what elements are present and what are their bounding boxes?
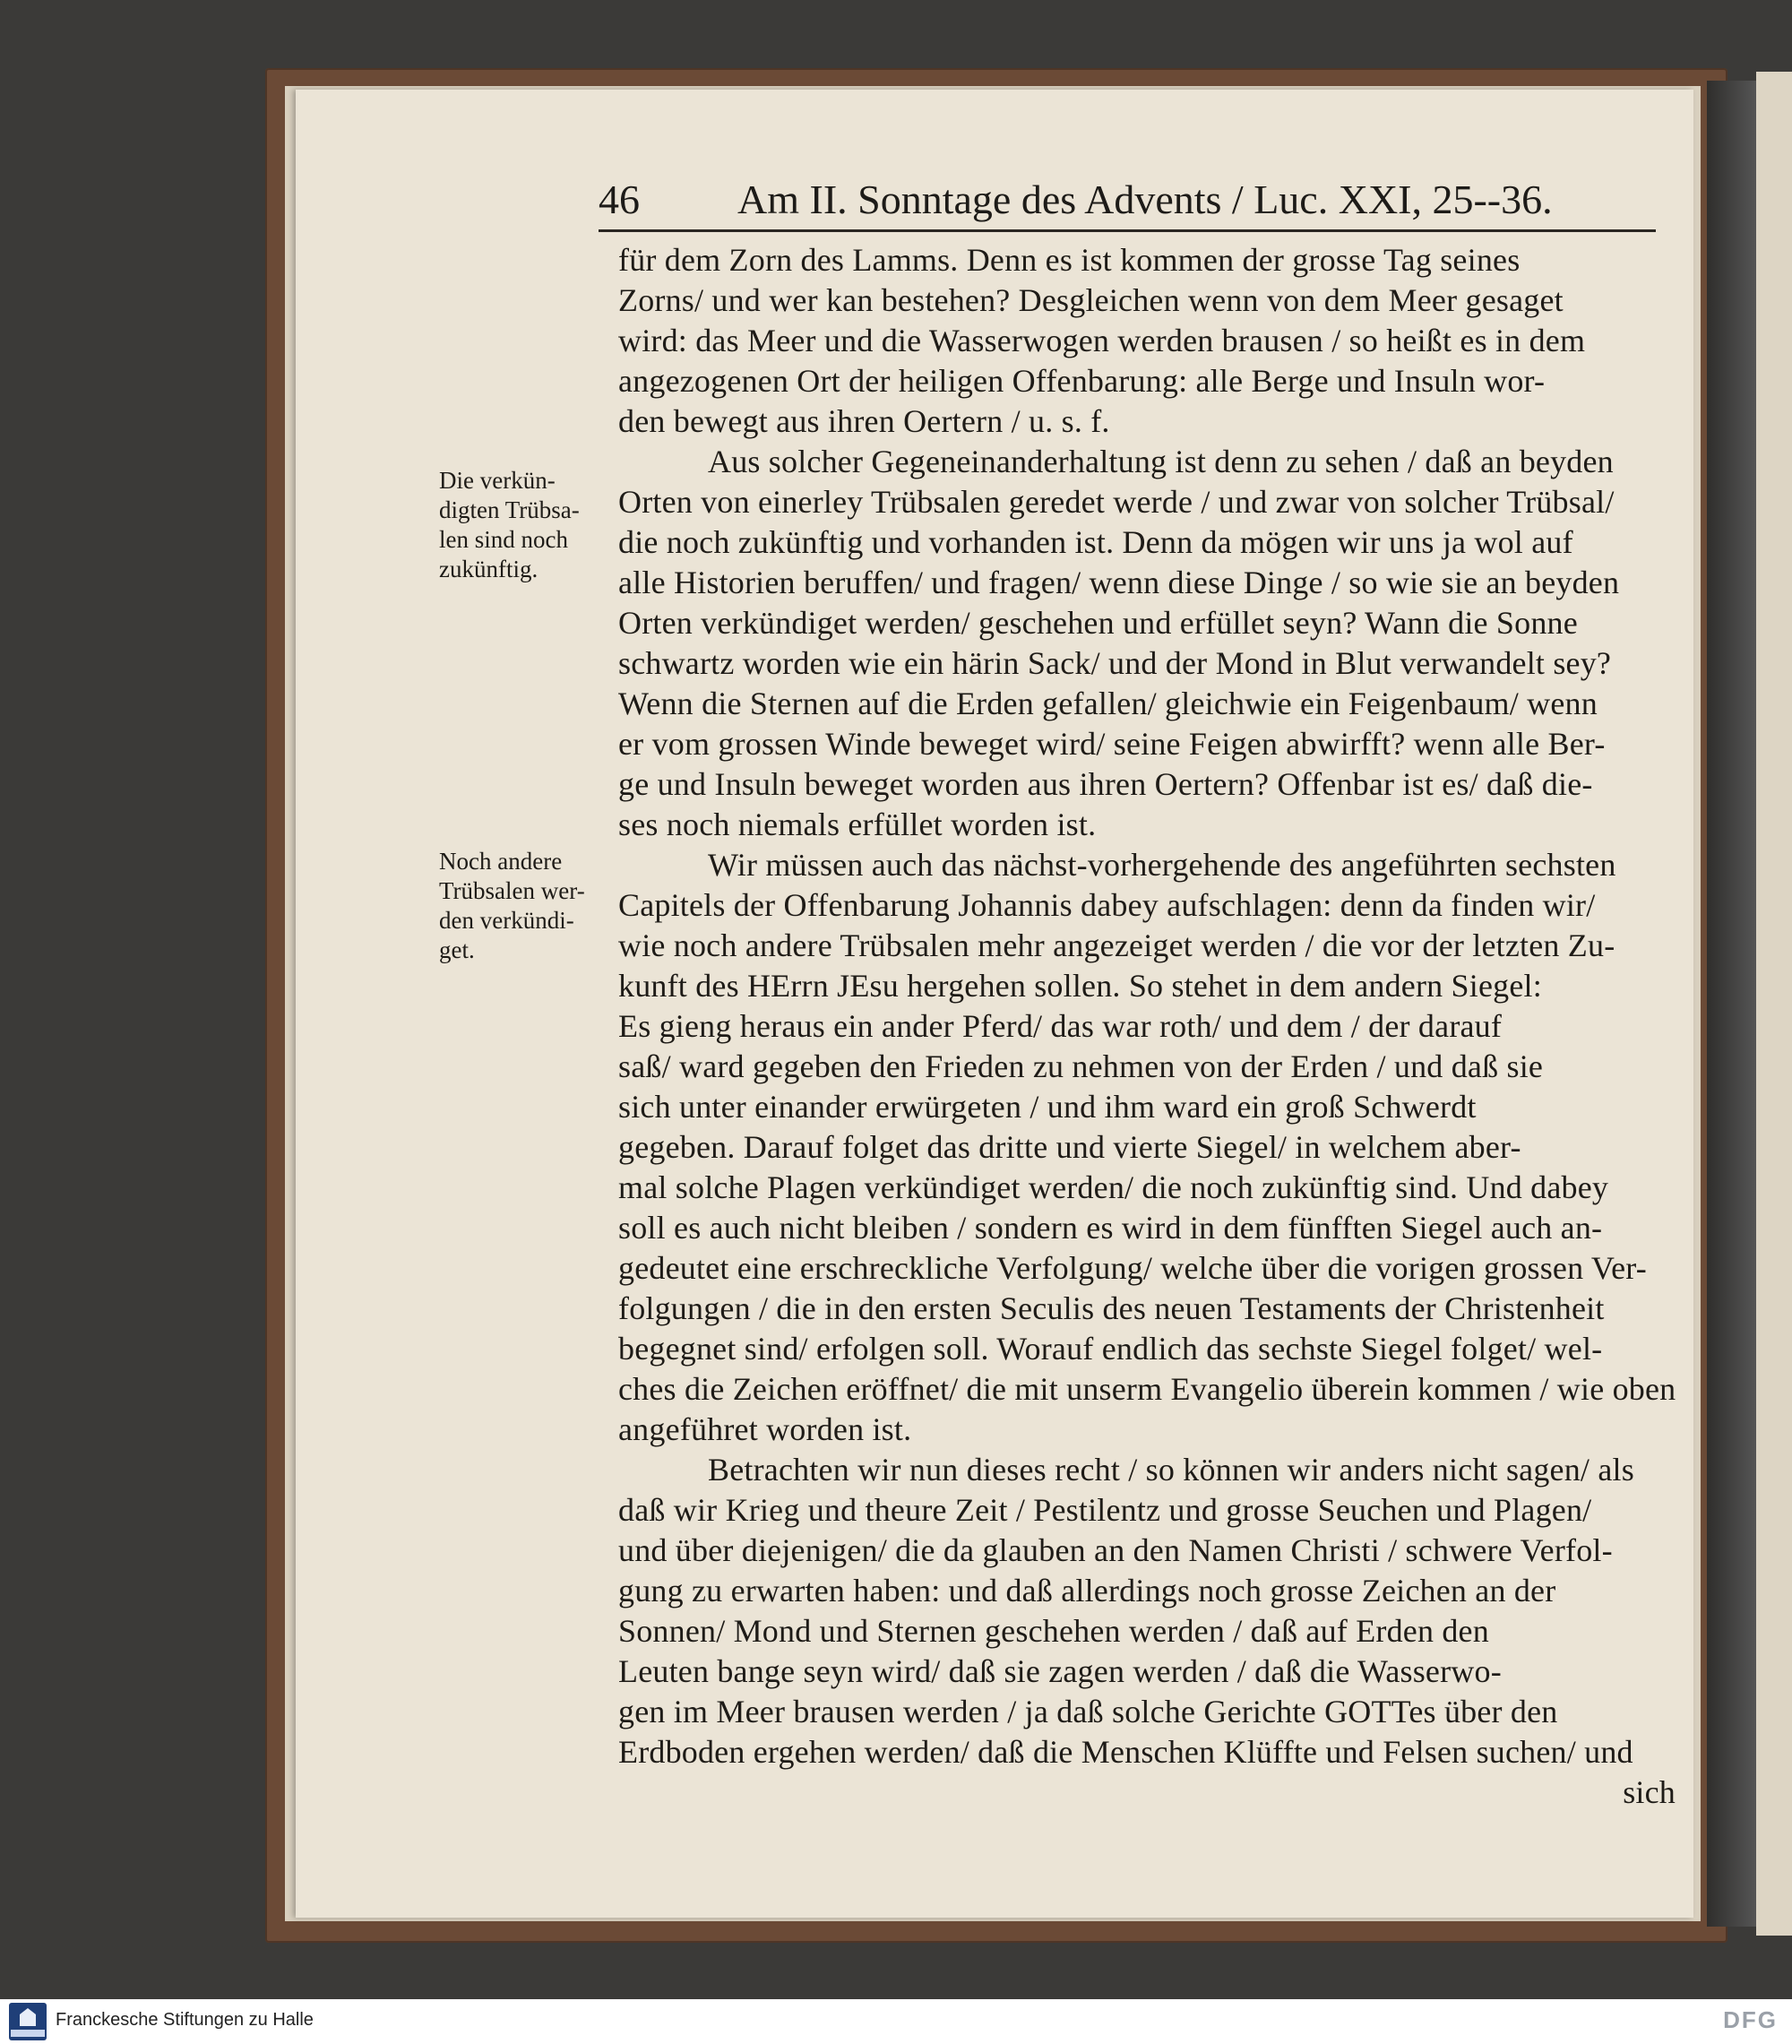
text-line: Wir müssen auch das nächst-vorhergehende des angeführten sechsten <box>708 847 1616 883</box>
text-line: Capitels der Offenbarung Johannis dabey aufschlagen: denn da finden wir/ <box>618 887 1596 923</box>
text-line: mal solche Plagen verkündiget werden/ die noch zukünftig sind. Und dabey <box>618 1169 1609 1205</box>
text-line: ge und Insuln beweget worden aus ihren Oertern? Offenbar ist es/ daß die- <box>618 766 1593 802</box>
dfg-logo[interactable]: DFG <box>1723 2006 1778 2033</box>
text-line: Erdboden ergehen werden/ daß die Menschen Klüffte und Felsen suchen/ und <box>618 1734 1633 1770</box>
text-line: gen im Meer brausen werden / ja daß solche Gerichte GOTTes über den <box>618 1694 1558 1729</box>
margin-note-line: Die verkün- <box>439 467 556 494</box>
text-line: Es gieng heraus ein ander Pferd/ das war roth/ und dem / der darauf <box>618 1008 1503 1044</box>
text-line: die noch zukünftig und vorhanden ist. Denn da mögen wir uns ja wol auf <box>618 524 1573 560</box>
text-line: gedeutet eine erschreckliche Verfolgung/ welche über die vorigen grossen Ver- <box>618 1250 1647 1286</box>
text-line: Orten von einerley Trübsalen geredet werde / und zwar von solcher Trübsal/ <box>618 484 1615 520</box>
next-page-edge <box>1756 72 1792 1936</box>
text-line: und über diejenigen/ die da glauben an den Namen Christi / schwere Verfol- <box>618 1532 1613 1568</box>
page-number: 46 <box>599 177 640 222</box>
text-line: gung zu erwarten haben: und daß allerdings noch grosse Zeichen an der <box>618 1573 1556 1608</box>
text-line: soll es auch nicht bleiben / sondern es wird in dem fünfften Siegel auch an- <box>618 1210 1603 1246</box>
margin-note-1 <box>439 466 618 584</box>
text-line: Sonnen/ Mond und Sternen geschehen werden / daß auf Erden den <box>618 1613 1489 1649</box>
header-rule <box>599 229 1656 232</box>
text-line: Betrachten wir nun dieses recht / so können wir anders nicht sagen/ als <box>708 1452 1634 1488</box>
margin-note-line: len sind noch <box>439 526 568 553</box>
text-line: kunft des HErrn JEsu hergehen sollen. So stehet in dem andern Siegel: <box>618 968 1542 1004</box>
running-header <box>599 176 1656 229</box>
gutter-shadow <box>1707 81 1756 1927</box>
building-icon <box>20 2008 36 2026</box>
text-line: wie noch andere Trübsalen mehr angezeiget werden / die vor der letzten Zu- <box>618 927 1615 963</box>
text-line: daß wir Krieg und theure Zeit / Pestilentz und grosse Seuchen und Plagen/ <box>618 1492 1592 1528</box>
institution-logo-icon[interactable] <box>9 2003 47 2040</box>
text-line: angezogenen Ort der heiligen Offenbarung: alle Berge und Insuln wor- <box>618 363 1546 399</box>
body-text <box>618 240 1684 1813</box>
institution-link[interactable]: Franckesche Stiftungen zu Halle <box>56 2010 314 2030</box>
text-line: folgungen / die in den ersten Seculis des neuen Testaments der Christenheit <box>618 1290 1605 1326</box>
text-line: alle Historien beruffen/ und fragen/ wenn diese Dinge / so wie sie an beyden <box>618 565 1620 600</box>
margin-note-line: Trübsalen wer- <box>439 877 585 904</box>
text-line: ches die Zeichen eröffnet/ die mit unserm Evangelio überein kommen / wie oben <box>618 1371 1676 1407</box>
text-line: er vom grossen Winde beweget wird/ seine Feigen abwirfft? wenn alle Ber- <box>618 726 1606 762</box>
text-line: sich unter einander erwürgeten / und ihm ward ein groß Schwerdt <box>618 1089 1477 1125</box>
text-line: ses noch niemals erfüllet worden ist. <box>618 806 1097 842</box>
text-line: angeführet worden ist. <box>618 1411 912 1447</box>
margin-note-line: Noch andere <box>439 848 563 875</box>
margin-note-2 <box>439 847 618 965</box>
text-line: Wenn die Sternen auf die Erden gefallen/ gleichwie ein Feigenbaum/ wenn <box>618 686 1598 721</box>
margin-note-line: den verkündi- <box>439 907 574 934</box>
margin-note-line: zukünftig. <box>439 556 538 582</box>
running-title: Am II. Sonntage des Advents / Luc. XXI, 25--36. <box>737 177 1553 222</box>
text-line: gegeben. Darauf folget das dritte und vierte Siegel/ in welchem aber- <box>618 1129 1521 1165</box>
text-line: Orten verkündiget werden/ geschehen und erfüllet seyn? Wann die Sonne <box>618 605 1578 641</box>
text-line: Leuten bange seyn wird/ daß sie zagen werden / daß die Wasserwo- <box>618 1653 1502 1689</box>
text-line: Zorns/ und wer kan bestehen? Desgleichen wenn von dem Meer gesaget <box>618 282 1564 318</box>
catchword: sich <box>1623 1774 1676 1810</box>
viewer-footer <box>0 1999 1792 2044</box>
text-line: schwartz worden wie ein härin Sack/ und der Mond in Blut verwandelt sey? <box>618 645 1612 681</box>
margin-note-line: get. <box>439 936 475 963</box>
logo-base <box>11 2030 45 2037</box>
text-line: den bewegt aus ihren Oertern / u. s. f. <box>618 403 1110 439</box>
margin-note-line: digten Trübsa- <box>439 496 580 523</box>
text-line: Aus solcher Gegeneinanderhaltung ist denn zu sehen / daß an beyden <box>708 444 1614 479</box>
text-line: für dem Zorn des Lamms. Denn es ist kommen der grosse Tag seines <box>618 242 1521 278</box>
text-line: wird: das Meer und die Wasserwogen werden brausen / so heißt es in dem <box>618 323 1586 358</box>
text-line: begegnet sind/ erfolgen soll. Worauf endlich das sechste Siegel folget/ wel- <box>618 1331 1603 1367</box>
text-line: saß/ ward gegeben den Frieden zu nehmen von der Erden / und daß sie <box>618 1048 1544 1084</box>
